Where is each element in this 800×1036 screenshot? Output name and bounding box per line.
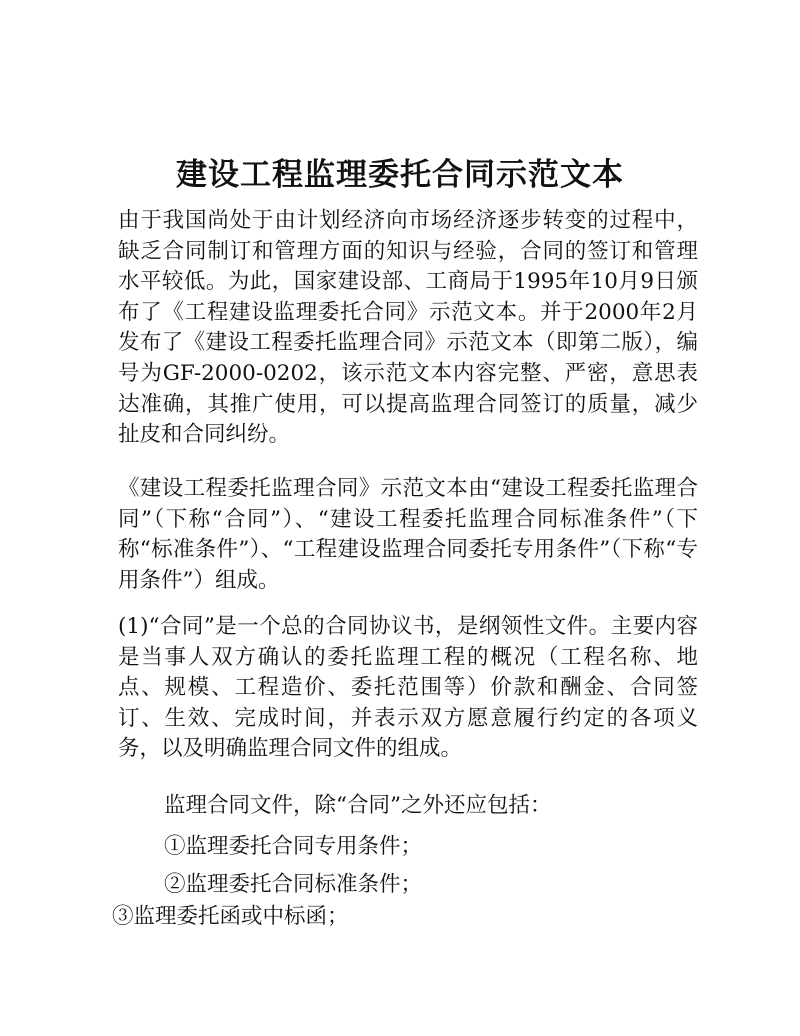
list-intro: 监理合同文件，除“合同”之外还应包括： — [164, 793, 552, 818]
paragraph-composition: 《建设工程委托监理合同》示范文本由“建设工程委托监理合同”（下称“合同”）、“建设工程委托监理合同标准条件”（下称“标准条件”）、“工程建设监理合同委托专用条件”（下称“专用条件”）组成。 — [118, 476, 698, 593]
paragraph-contract-definition: (1)“合同”是一个总的合同协议书，是纲领性文件。主要内容是当事人双方确认的委托监理工程的概况（工程名称、地点、规模、工程造价、委托范围等）价款和酬金、合同签订、生效、完成时间，并表示双方愿意履行约定的各项义务，以及明确监理合同文件的组成。 — [118, 614, 698, 762]
paragraph-background: 由于我国尚处于由计划经济向市场经济逐步转变的过程中，缺乏合同制订和管理方面的知识与经验，合同的签订和管理水平较低。为此，国家建设部、工商局于1995年10月9日颁布了《工程建设监理委托合同》示范文本。并于2000年2月发布了《建设工程委托监理合同》示范文本（即第二版），编号为GF-2000-0202，该示范文本内容完整、严密，意思表达准确，其推广使用，可以提高监理合同签订的质量，减少扯皮和合同纠纷。 — [118, 208, 698, 448]
list-item: ③监理委托函或中标函； — [112, 904, 349, 929]
list-item: ②监理委托合同标准条件； — [164, 872, 423, 897]
list-item: ①监理委托合同专用条件； — [164, 834, 423, 859]
document-title: 建设工程监理委托合同示范文本 — [176, 156, 624, 193]
